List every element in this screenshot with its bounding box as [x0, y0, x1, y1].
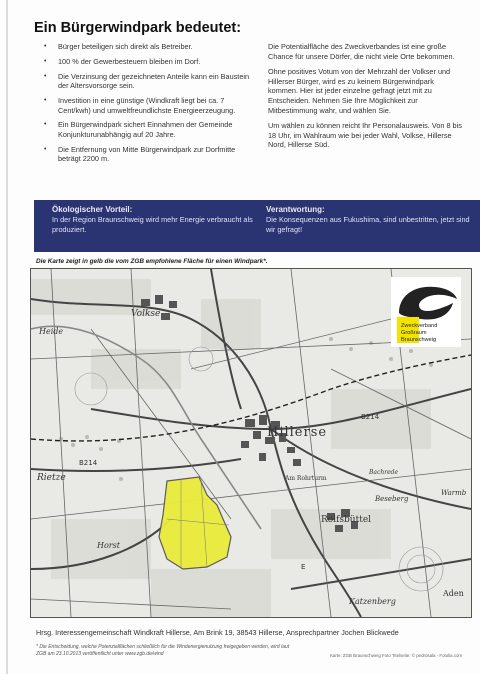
paragraph: Die Potentialfläche des Zweckverbandes ist eine große Chance für unsere Dörfer, die nicht viele Orte bekommen. [268, 42, 455, 61]
label-hillerse: Hillerse [267, 425, 328, 440]
benefits-list [44, 42, 252, 169]
label-volkse: Volkse [131, 309, 161, 319]
label-katzenberg: Katzenberg [349, 597, 396, 606]
list-item: • Die Entfernung von Mitte Bürgerwindpark zur Dorfmitte beträgt 2200 m. [44, 145, 252, 164]
label-aden: Aden [443, 589, 464, 598]
paragraph: Um wählen zu können reicht Ihr Personalausweis. Von 8 bis 18 Uhr, im Wahlraum wie bei jeder Wahl, Volkse, Hillerse Nord, Hillerse Süd. [268, 121, 462, 150]
responsibility-title: Verantwortung: [266, 205, 325, 214]
ecological-title: Ökologischer Vorteil: [52, 205, 133, 214]
publisher-line: Hrsg. Interessengemeinschaft Windkraft Hillerse, Am Brink 19, 38543 Hillerse, Ansprechpartner Jochen Blickwede [36, 628, 399, 637]
responsibility-text: Die Konsequenzen aus Fukushima, sind unbestritten, jetzt sind wir gefragt! [266, 215, 470, 234]
list-item: • Bürger beteiligen sich direkt als Betreiber. [44, 42, 252, 52]
ecological-advantage [52, 205, 262, 234]
list-item: • Ein Bürgerwindpark sichert Einnahmen der Gemeinde Konjunkturunabhängig auf 20 Jahre. [44, 120, 252, 139]
logo-text-line3: Braunschweig [401, 337, 437, 343]
label-heide: Heide [39, 327, 64, 336]
label-bachrede: Bachrede [369, 469, 399, 476]
logo-text-line2: Großraum [401, 330, 427, 336]
svg-text:B214: B214 [361, 413, 380, 421]
label-beseberg: Beseberg [375, 495, 409, 503]
label-warmb: Warmb [441, 489, 467, 497]
label-rolfsbuttel: Rolfsbüttel [321, 515, 372, 525]
list-item: • Investition in eine günstige (Windkraft liegt bei ca. 7 Cent/kwh) und umweltfreundlichste Energieerzeugung. [44, 96, 252, 115]
label-am-rohrturm: Am Rohrturm [285, 475, 327, 482]
label-horst: Horst [97, 541, 120, 550]
list-item: • Die Verzinsung der gezeichneten Anteile kann ein Baustein der Altersvorsorge sein. [44, 72, 252, 91]
page-edge [6, 0, 8, 674]
svg-text:E: E [301, 563, 306, 571]
paragraph: Ohne positives Votum von der Mehrzahl der Volkser und Hillerser Bürger, wird es zu keinem Bürgerwindpark kommen. Hier ist jeder einzelne gefragt jetzt mit zu Entscheiden. Nehmen Sie Ihre Möglichkeit zur Mitbestimmung wahr, und wählen Sie. [268, 67, 451, 115]
label-rietze: Rietze [37, 473, 66, 483]
page-title: Ein Bürgerwindpark bedeutet: [34, 20, 242, 36]
footnote: * Die Entscheidung, welche Potenzialflächen schließlich für die Windenergienutzung freigegeben werden, wird laut ZGB am 23.10.2013 veröffentlicht unter www.zgb.de/wind [36, 644, 290, 657]
credits: Karte: ZGB Braunschweig Foto Titelseite: © pedrosala - Fotolia.com [330, 653, 463, 658]
list-item: • 100 % der Gewerbesteuern bleiben im Dorf. [44, 57, 252, 67]
svg-text:B214: B214 [79, 459, 98, 467]
zgb-logo [391, 277, 461, 347]
map-caption: Die Karte zeigt in gelb die vom ZGB empfohlene Fläche für einen Windpark*. [36, 258, 268, 265]
right-column-text [268, 42, 462, 156]
responsibility [266, 205, 476, 234]
info-band [34, 200, 480, 252]
logo-text-line1: Zweckverband [401, 323, 438, 329]
ecological-text: In der Region Braunschweig wird mehr Energie verbraucht als produziert. [52, 215, 253, 234]
topographic-map [30, 268, 472, 618]
